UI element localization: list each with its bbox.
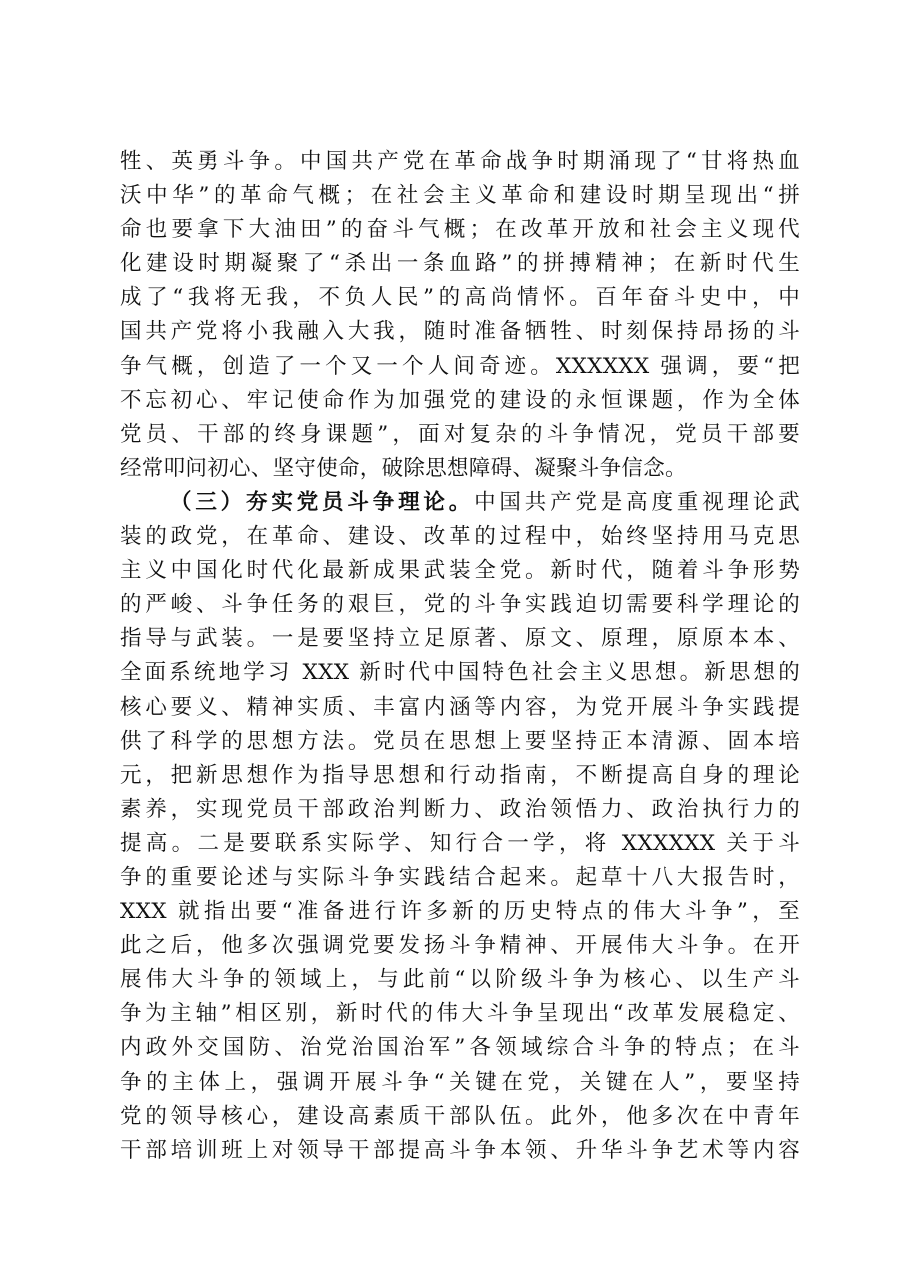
text-line: 展伟大斗争的领域上，与此前“以阶级斗争为核心、以生产斗 bbox=[120, 967, 800, 993]
section-three-first-line-text: 中国共产党是高度重视理论武 bbox=[474, 489, 800, 515]
text-line: 素养，实现党员干部政治判断力、政治领悟力、政治执行力的 bbox=[120, 796, 800, 822]
text-line: 党的领导核心，建设高素质干部队伍。此外，他多次在中青年 bbox=[120, 1103, 800, 1129]
text-line: 提高。二是要联系实际学、知行合一学，将 XXXXXX 关于斗 bbox=[120, 830, 800, 856]
text-line: 此之后，他多次强调党要发扬斗争精神、开展伟大斗争。在开 bbox=[120, 933, 800, 959]
text-line: 不忘初心、牢记使命作为加强党的建设的永恒课题，作为全体 bbox=[120, 387, 800, 413]
text-line: 争气概，创造了一个又一个人间奇迹。XXXXXX 强调，要“把 bbox=[120, 353, 800, 379]
text-line: 指导与武装。一是要坚持立足原著、原文、原理，原原本本、 bbox=[120, 626, 800, 652]
section-three-first-line bbox=[120, 486, 800, 520]
text-line: XXX 就指出要“准备进行许多新的历史特点的伟大斗争”，至 bbox=[120, 899, 800, 925]
text-line: 国共产党将小我融入大我，随时准备牺牲、时刻保持昂扬的斗 bbox=[120, 319, 800, 345]
text-line: 牲、英勇斗争。中国共产党在革命战争时期涌现了“甘将热血 bbox=[120, 149, 800, 174]
text-line: 干部培训班上对领导干部提高斗争本领、升华斗争艺术等内容 bbox=[120, 1137, 800, 1163]
text-line: 沃中华”的革命气概；在社会主义革命和建设时期呈现出“拼 bbox=[120, 183, 800, 209]
text-line: 全面系统地学习 XXX 新时代中国特色社会主义思想。新思想的 bbox=[120, 660, 800, 686]
text-line: 的严峻、斗争任务的艰巨，党的斗争实践迫切需要科学理论的 bbox=[120, 592, 800, 618]
text-line: 核心要义、精神实质、丰富内涵等内容，为党开展斗争实践提 bbox=[120, 694, 800, 720]
text-line: 争的主体上，强调开展斗争“关键在党，关键在人”，要坚持 bbox=[120, 1069, 800, 1095]
text-line: 争的重要论述与实际斗争实践结合起来。起草十八大报告时， bbox=[120, 864, 800, 890]
text-line: 命也要拿下大油田”的奋斗气概；在改革开放和社会主义现代 bbox=[120, 217, 800, 243]
body-text bbox=[120, 145, 800, 1168]
text-line: 党员、干部的终身课题”，面对复杂的斗争情况，党员干部要 bbox=[120, 421, 800, 447]
text-line: 主义中国化时代化最新成果武装全党。新时代，随着斗争形势 bbox=[120, 558, 800, 584]
text-line: 争为主轴”相区别，新时代的伟大斗争呈现出“改革发展稳定、 bbox=[120, 1001, 800, 1027]
text-line: 供了科学的思想方法。党员在思想上要坚持正本清源、固本培 bbox=[120, 728, 800, 754]
text-line: 内政外交国防、治党治国治军”各领域综合斗争的特点；在斗 bbox=[120, 1035, 800, 1061]
text-line: 化建设时期凝聚了“杀出一条血路”的拼搏精神；在新时代生 bbox=[120, 251, 800, 277]
section-three-heading: （三）夯实党员斗争理论。 bbox=[170, 489, 475, 515]
text-line: 元，把新思想作为指导思想和行动指南，不断提高自身的理论 bbox=[120, 762, 800, 788]
text-line: 经常叩问初心、坚守使命，破除思想障碍、凝聚斗争信念。 bbox=[120, 455, 687, 481]
text-line: 成了“我将无我，不负人民”的高尚情怀。百年奋斗史中，中 bbox=[120, 285, 800, 311]
text-line: 装的政党，在革命、建设、改革的过程中，始终坚持用马克思 bbox=[120, 524, 800, 550]
